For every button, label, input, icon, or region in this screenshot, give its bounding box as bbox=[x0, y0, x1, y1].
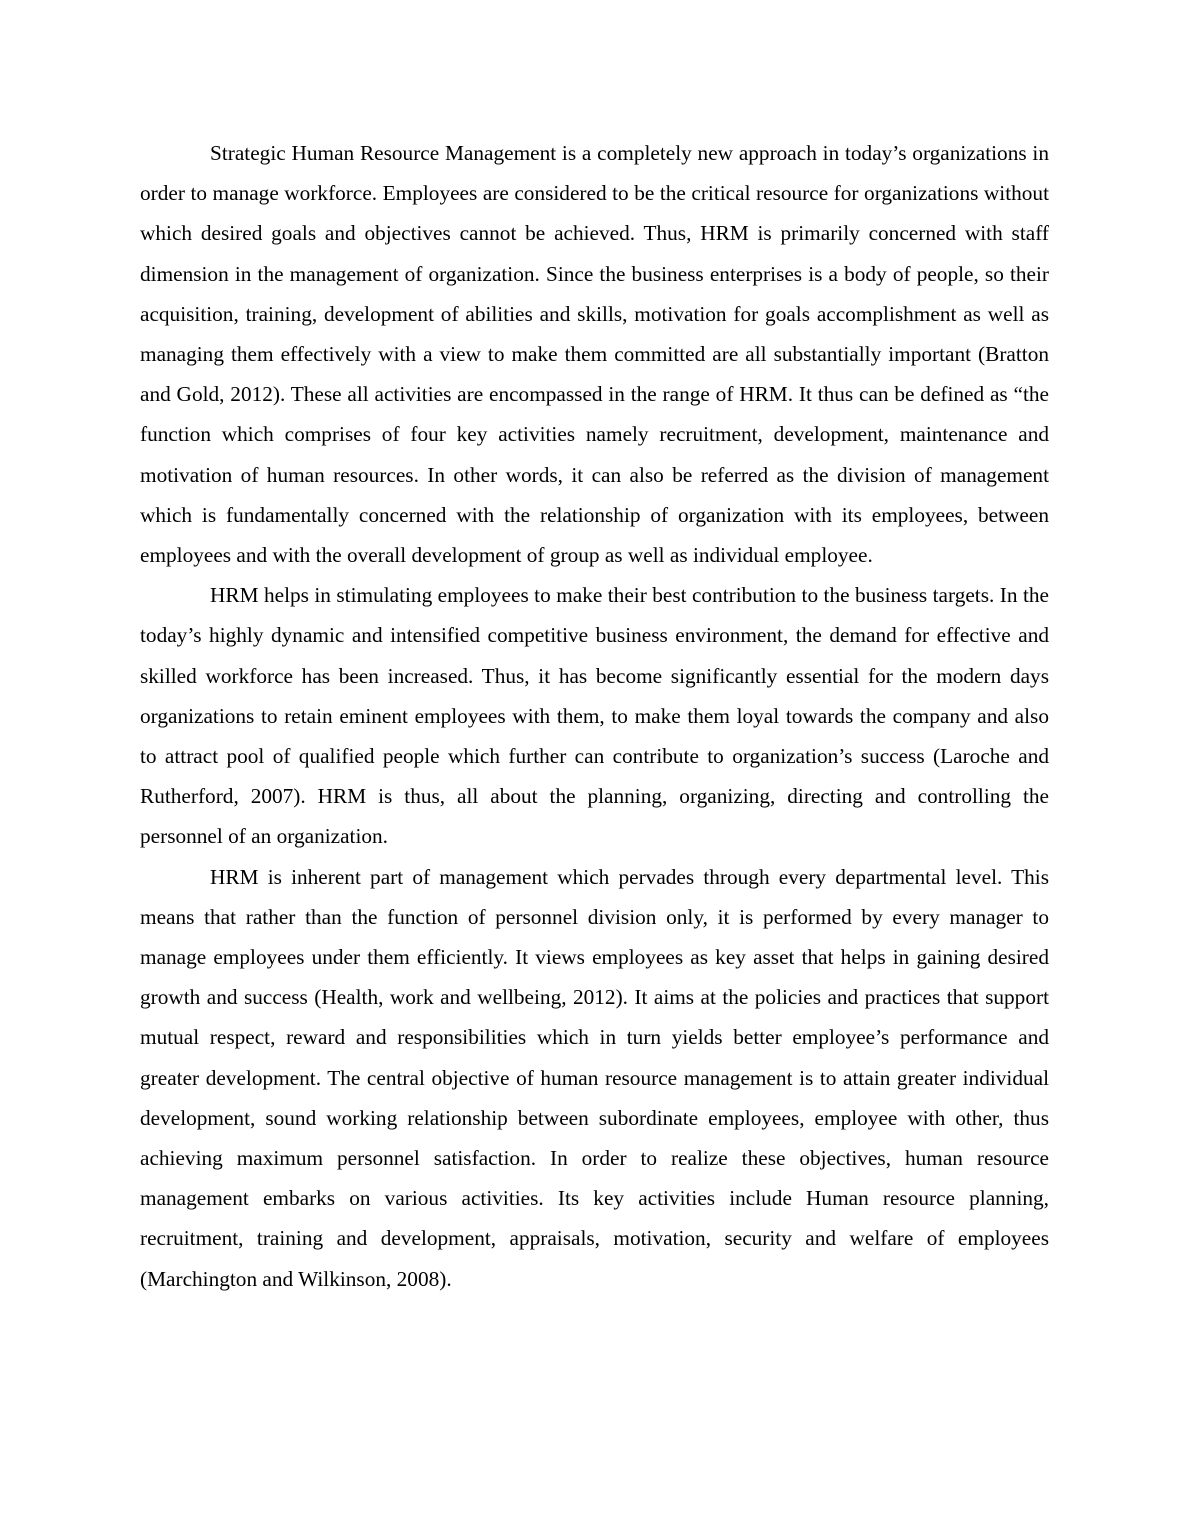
paragraph-3: HRM is inherent part of management which pervades through every departmental level. This means that rather than the function of personnel division only, it is performed by every manager to manage employees under them efficiently. It views employees as key asset that helps in gaining desired growth and success (Health, work and wellbeing, 2012). It aims at the policies and practices that support mutual respect, reward and responsibilities which in turn yields better employee’s performance and greater development. The central objective of human resource management is to attain greater individual development, sound working relationship between subordinate employees, employee with other, thus achieving maximum personnel satisfaction. In order to realize these objectives, human resource management embarks on various activities. Its key activities include Human resource planning, recruitment, training and development, appraisals, motivation, security and welfare of employees (Marchington and Wilkinson, 2008). bbox=[140, 864, 1049, 1291]
document-body bbox=[140, 133, 1049, 1299]
paragraph-1: Strategic Human Resource Management is a completely new approach in today’s organizations in order to manage workforce. Employees are considered to be the critical resource for organizations without which desired goals and objectives cannot be achieved. Thus, HRM is primarily concerned with staff dimension in the management of organization. Since the business enterprises is a body of people, so their acquisition, training, development of abilities and skills, motivation for goals accomplishment as well as managing them effectively with a view to make them committed are all substantially important (Bratton and Gold, 2012). These all activities are encompassed in the range of HRM. It thus can be defined as “the function which comprises of four key activities namely recruitment, development, maintenance and motivation of human resources. In other words, it can also be referred as the division of management which is fundamentally concerned with the relationship of organization with its employees, between employees and with the overall development of group as well as individual employee. bbox=[140, 141, 1049, 568]
paragraph-2: HRM helps in stimulating employees to make their best contribution to the business targets. In the today’s highly dynamic and intensified competitive business environment, the demand for effective and skilled workforce has been increased. Thus, it has become significantly essential for the modern days organizations to retain eminent employees with them, to make them loyal towards the company and also to attract pool of qualified people which further can contribute to organization’s success (Laroche and Rutherford, 2007). HRM is thus, all about the planning, organizing, directing and controlling the personnel of an organization. bbox=[140, 583, 1049, 849]
